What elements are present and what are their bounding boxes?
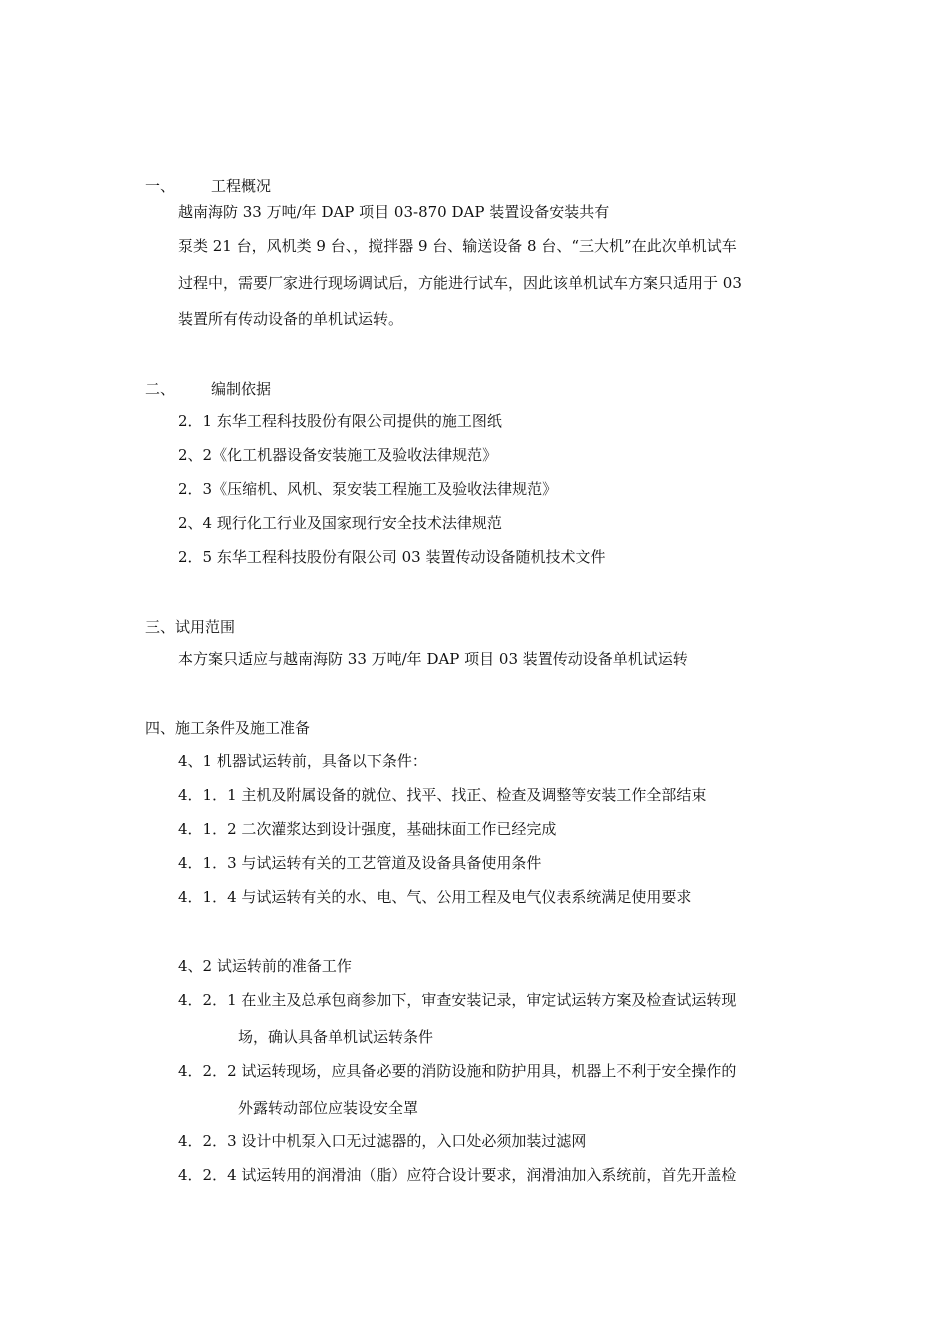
section-2-item-5: 2．5 东华工程科技股份有限公司 03 装置传动设备随机技术文件 xyxy=(178,548,606,566)
section-4-2-item-4: 4．2．4 试运转用的润滑油（脂）应符合设计要求，润滑油加入系统前，首先开盖检 xyxy=(178,1166,737,1184)
section-4-1-item-4: 4．1．4 与试运转有关的水、电、气、公用工程及电气仪表系统满足使用要求 xyxy=(178,888,692,906)
section-1-line-3: 过程中，需要厂家进行现场调试后，方能进行试车，因此该单机试车方案只适用于 03 xyxy=(178,274,742,292)
section-2-item-1: 2．1 东华工程科技股份有限公司提供的施工图纸 xyxy=(178,412,502,430)
section-4-2-title: 4、2 试运转前的准备工作 xyxy=(178,957,352,975)
section-2-item-3: 2．3《压缩机、风机、泵安装工程施工及验收法律规范》 xyxy=(178,480,558,498)
section-4-1-item-2: 4．1．2 二次灌浆达到设计强度，基础抹面工作已经完成 xyxy=(178,820,557,838)
section-1-line-4: 装置所有传动设备的单机试运转。 xyxy=(178,310,404,328)
section-2-item-2: 2、2《化工机器设备安装施工及验收法律规范》 xyxy=(178,446,498,464)
section-3-heading: 三、试用范围 xyxy=(145,618,236,636)
section-1-title: 工程概况 xyxy=(211,177,272,195)
section-4-2-item-1: 4．2．1 在业主及总承包商参加下，审查安装记录，审定试运转方案及检查试运转现 xyxy=(178,991,737,1009)
section-4-heading: 四、施工条件及施工准备 xyxy=(145,719,311,737)
section-2-item-4: 2、4 现行化工行业及国家现行安全技术法律规范 xyxy=(178,514,502,532)
section-4-2-item-1-continued: 场，确认具备单机试运转条件 xyxy=(238,1028,434,1046)
section-1-number: 一、 xyxy=(145,177,176,195)
section-2-heading xyxy=(145,379,271,399)
section-4-2-item-2-continued: 外露转动部位应装设安全罩 xyxy=(238,1099,419,1117)
section-1-heading xyxy=(145,176,271,196)
section-4-1-item-1: 4．1．1 主机及附属设备的就位、找平、找正、检查及调整等安装工作全部结束 xyxy=(178,786,707,804)
section-2-number: 二、 xyxy=(145,380,176,398)
section-1-line-2: 泵类 21 台，风机类 9 台、，搅拌器 9 台、输送设备 8 台、“三大机”在此次单机试车 xyxy=(178,237,737,255)
section-4-1-item-3: 4．1．3 与试运转有关的工艺管道及设备具备使用条件 xyxy=(178,854,542,872)
section-4-1-title: 4、1 机器试运转前，具备以下条件： xyxy=(178,752,427,770)
section-3-line: 本方案只适应与越南海防 33 万吨/年 DAP 项目 03 装置传动设备单机试运转 xyxy=(178,650,688,668)
section-1-line-1: 越南海防 33 万吨/年 DAP 项目 03-870 DAP 装置设备安装共有 xyxy=(178,203,610,221)
section-2-title: 编制依据 xyxy=(211,380,272,398)
section-4-2-item-2: 4．2．2 试运转现场，应具备必要的消防设施和防护用具，机器上不利于安全操作的 xyxy=(178,1062,737,1080)
section-4-2-item-3: 4．2．3 设计中机泵入口无过滤器的，入口处必须加装过滤网 xyxy=(178,1132,587,1150)
